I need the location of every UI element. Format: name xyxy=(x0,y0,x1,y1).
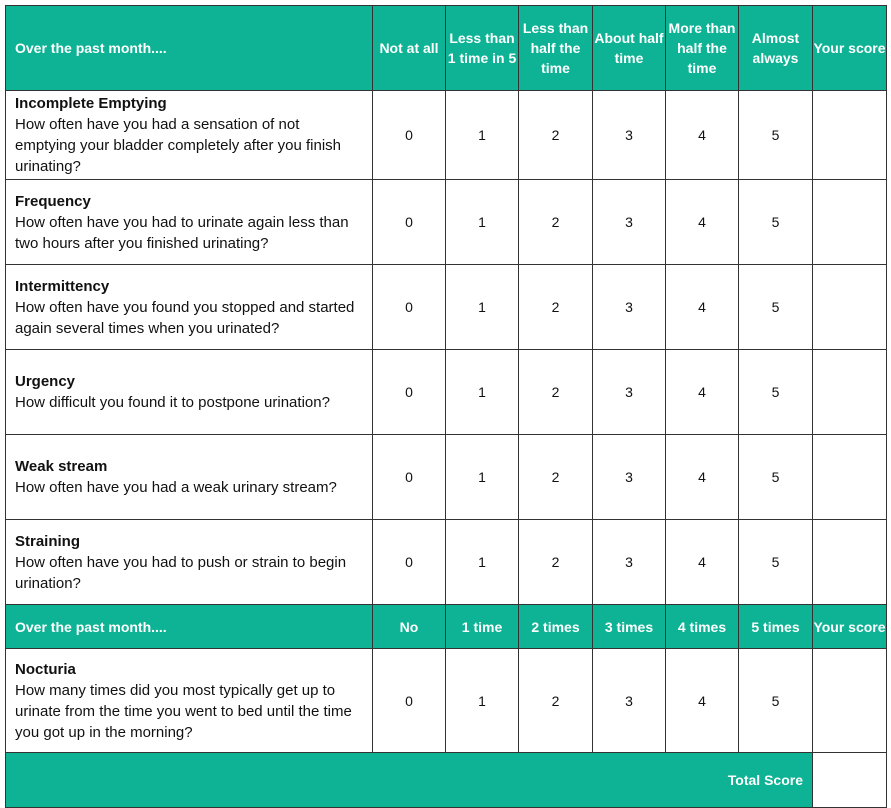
subheader-col-your-score: Your score xyxy=(813,605,887,649)
total-score-label: Total Score xyxy=(6,753,813,808)
option-2[interactable]: 2 xyxy=(519,180,593,265)
option-3[interactable]: 3 xyxy=(593,265,666,350)
option-3[interactable]: 3 xyxy=(593,91,666,180)
option-5[interactable]: 5 xyxy=(739,180,813,265)
question-title: Incomplete Emptying xyxy=(15,95,167,112)
option-0[interactable]: 0 xyxy=(373,350,446,435)
question-title: Straining xyxy=(15,532,81,550)
option-4[interactable]: 4 xyxy=(666,91,739,180)
subheader-col-4-times: 4 times xyxy=(666,605,739,649)
option-1[interactable]: 1 xyxy=(446,91,519,180)
question-cell xyxy=(6,91,373,180)
subheader-col-5-times: 5 times xyxy=(739,605,813,649)
option-4[interactable]: 4 xyxy=(666,435,739,520)
option-5[interactable]: 5 xyxy=(739,265,813,350)
question-row-weak-stream xyxy=(6,435,887,520)
question-title: Urgency xyxy=(15,373,76,390)
option-2[interactable]: 2 xyxy=(519,265,593,350)
option-2[interactable]: 2 xyxy=(519,649,593,753)
total-score-row xyxy=(6,753,887,808)
question-title: Frequency xyxy=(15,192,91,210)
option-3[interactable]: 3 xyxy=(593,180,666,265)
score-cell[interactable] xyxy=(813,435,887,520)
header-col-not-at-all: Not at all xyxy=(373,6,446,91)
question-row-urgency xyxy=(6,350,887,435)
option-0[interactable]: 0 xyxy=(373,520,446,605)
score-cell[interactable] xyxy=(813,350,887,435)
option-1[interactable]: 1 xyxy=(446,350,519,435)
ipss-questionnaire-table xyxy=(5,5,887,808)
question-text: How difficult you found it to postpone urination? xyxy=(15,394,330,411)
header-question-label: Over the past month.... xyxy=(6,6,373,91)
question-title: Weak stream xyxy=(15,458,108,475)
option-0[interactable]: 0 xyxy=(373,649,446,753)
question-text: How many times did you most typically get up to urinate from the time you went to bed until the time you got up in the morning? xyxy=(15,681,352,741)
subheader-col-2-times: 2 times xyxy=(519,605,593,649)
subheader-question-label: Over the past month.... xyxy=(6,605,373,649)
subheader-col-1-time: 1 time xyxy=(446,605,519,649)
score-cell[interactable] xyxy=(813,91,887,180)
question-row-straining xyxy=(6,520,887,605)
option-0[interactable]: 0 xyxy=(373,91,446,180)
question-cell xyxy=(6,350,373,435)
option-0[interactable]: 0 xyxy=(373,265,446,350)
option-2[interactable]: 2 xyxy=(519,520,593,605)
question-text: How often have you had a sensation of not emptying your bladder completely after you finish urinating? xyxy=(15,116,342,175)
option-5[interactable]: 5 xyxy=(739,649,813,753)
question-row-intermittency xyxy=(6,265,887,350)
option-3[interactable]: 3 xyxy=(593,520,666,605)
question-cell xyxy=(6,180,373,265)
option-3[interactable]: 3 xyxy=(593,649,666,753)
header-col-your-score: Your score xyxy=(813,6,887,91)
option-3[interactable]: 3 xyxy=(593,350,666,435)
question-text: How often have you found you stopped and started again several times when you urinated? xyxy=(15,298,355,337)
question-title: Nocturia xyxy=(15,660,76,678)
question-text: How often have you had a weak urinary stream? xyxy=(15,479,337,496)
question-cell xyxy=(6,265,373,350)
option-5[interactable]: 5 xyxy=(739,435,813,520)
option-4[interactable]: 4 xyxy=(666,180,739,265)
total-score-cell[interactable] xyxy=(813,753,887,808)
question-cell xyxy=(6,435,373,520)
question-text: How often have you had to urinate again less than two hours after you finished urinating? xyxy=(15,213,349,252)
score-cell[interactable] xyxy=(813,180,887,265)
question-row-frequency xyxy=(6,180,887,265)
question-cell xyxy=(6,649,373,753)
option-1[interactable]: 1 xyxy=(446,435,519,520)
header-col-more-than-half: More than half the time xyxy=(666,6,739,91)
option-4[interactable]: 4 xyxy=(666,350,739,435)
header-row xyxy=(6,6,887,91)
header-col-almost-always: Almost always xyxy=(739,6,813,91)
option-2[interactable]: 2 xyxy=(519,91,593,180)
header-col-less-than-1-in-5: Less than 1 time in 5 xyxy=(446,6,519,91)
question-text: How often have you had to push or strain to begin urination? xyxy=(15,553,347,592)
option-0[interactable]: 0 xyxy=(373,180,446,265)
question-row-incomplete-emptying xyxy=(6,91,887,180)
option-1[interactable]: 1 xyxy=(446,265,519,350)
option-5[interactable]: 5 xyxy=(739,350,813,435)
option-1[interactable]: 1 xyxy=(446,520,519,605)
subheader-col-no: No xyxy=(373,605,446,649)
subheader-col-3-times: 3 times xyxy=(593,605,666,649)
score-cell[interactable] xyxy=(813,520,887,605)
option-2[interactable]: 2 xyxy=(519,435,593,520)
question-cell xyxy=(6,520,373,605)
score-cell[interactable] xyxy=(813,649,887,753)
option-4[interactable]: 4 xyxy=(666,520,739,605)
question-row-nocturia xyxy=(6,649,887,753)
header-col-less-than-half: Less than half the time xyxy=(519,6,593,91)
option-0[interactable]: 0 xyxy=(373,435,446,520)
option-1[interactable]: 1 xyxy=(446,180,519,265)
score-cell[interactable] xyxy=(813,265,887,350)
option-5[interactable]: 5 xyxy=(739,520,813,605)
nocturia-header-row xyxy=(6,605,887,649)
question-title: Intermittency xyxy=(15,277,110,295)
option-2[interactable]: 2 xyxy=(519,350,593,435)
option-5[interactable]: 5 xyxy=(739,91,813,180)
option-1[interactable]: 1 xyxy=(446,649,519,753)
option-4[interactable]: 4 xyxy=(666,265,739,350)
option-4[interactable]: 4 xyxy=(666,649,739,753)
header-col-about-half: About half time xyxy=(593,6,666,91)
option-3[interactable]: 3 xyxy=(593,435,666,520)
